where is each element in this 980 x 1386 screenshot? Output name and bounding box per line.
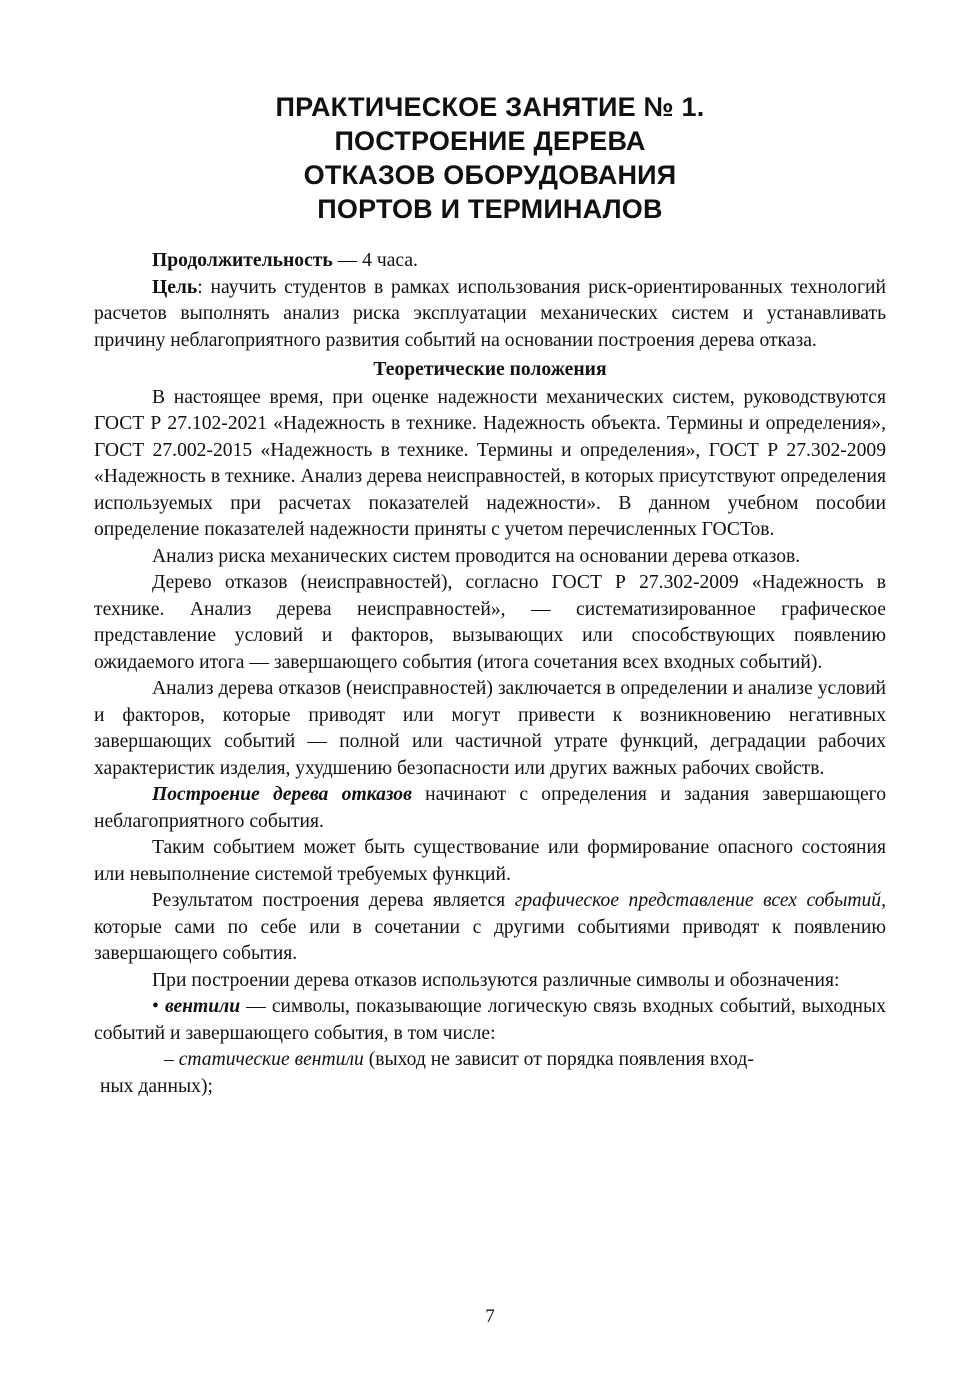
paragraph-7-italic: графическое представление всех событий, <box>514 890 886 911</box>
goal-paragraph <box>94 275 886 355</box>
paragraph-7-start: Результатом построения дерева является <box>152 890 515 911</box>
duration-label: Продолжительность <box>152 250 333 271</box>
paragraph-6: Таким событием может быть существование или формирование опасного состояния или невыполнение системой требуемых функций. <box>94 837 886 885</box>
paragraph-5-text: начинают с определения и задания завершающего неблагоприятного события. <box>94 784 887 832</box>
list-item-gates-text: — символы, показывающие логическую связь входных событий, выходных событий и завершающего события, в том числе: <box>94 996 886 1044</box>
document-page <box>94 0 886 1100</box>
paragraph-4: Анализ дерева отказов (неисправностей) заключается в определении и анализе условий и факторов, которые приводят или могут привести к возникновению негативных завершающих событий — полной или частичной утрате функций, деградации рабочих характеристик изделия, ухудшению безопасности или других важных рабочих свойств. <box>94 678 886 779</box>
title-line-4: ПОРТОВ И ТЕРМИНАЛОВ <box>317 194 663 224</box>
list-item-static-gates-text: (выход не зависит от порядка появления вход- <box>363 1049 754 1070</box>
document-body <box>94 248 886 1100</box>
paragraph-2: Анализ риска механических систем проводится на основании дерева отказов. <box>152 545 801 567</box>
bullet-icon: • <box>152 996 159 1017</box>
list-item-gates <box>94 994 886 1047</box>
list-item-static-gates-text-2: ных данных); <box>100 1075 213 1097</box>
paragraph-1: В настоящее время, при оценке надежности механических систем, руководствуются ГОСТ Р 27.102-2021 «Надежность в технике. Надежность объекта. Термины и определения», ГОСТ 27.002-2015 «Надежность в технике. Термины и определения», ГОСТ Р 27.302-2009 «Надежность в технике. Анализ дерева неисправностей, в которых присутствуют определения используемых при расчетах показателей надежности». В данном учебном пособии определение показателей надежности приняты с учетом перечисленных ГОСТов. <box>94 386 886 540</box>
paragraph-5-emphasis: Построение дерева отказов <box>152 784 412 805</box>
dash-icon: – <box>164 1049 174 1070</box>
paragraph-3: Дерево отказов (неисправностей), согласно ГОСТ Р 27.302-2009 «Надежность в технике. Анализ дерева неисправностей», — систематизированное графическое представление условий и факторов, вызывающих или способствующих появлению ожидаемого итога — завершающего события (итога сочетания всех входных событий). <box>94 572 886 673</box>
duration-paragraph <box>94 248 886 275</box>
title-line-2: ПОСТРОЕНИЕ ДЕРЕВА <box>334 126 646 156</box>
page-number: 7 <box>485 1306 495 1327</box>
section-heading: Теоретические положения <box>373 359 607 380</box>
paragraph-7-text: которые сами по себе или в сочетании с другими событиями приводят к появлению завершающего события. <box>94 916 886 964</box>
page-title <box>94 90 886 226</box>
goal-text: : научить студентов в рамках использования риск-ориентированных технологий расчетов выполнять анализ риска эксплуатации механических систем и устанавливать причину неблагоприятного развития событий на основании построения дерева отказа. <box>94 276 886 351</box>
list-item-gates-term: вентили <box>164 996 241 1017</box>
title-line-1: ПРАКТИЧЕСКОЕ ЗАНЯТИЕ № 1. <box>275 92 705 122</box>
duration-text: — 4 часа. <box>332 250 418 271</box>
list-item-static-gates <box>94 1047 886 1100</box>
paragraph-8: При построении дерева отказов используются различные символы и обозначения: <box>152 969 840 991</box>
paragraph-7 <box>94 888 886 968</box>
paragraph-5 <box>94 782 886 835</box>
title-line-3: ОТКАЗОВ ОБОРУДОВАНИЯ <box>303 160 677 190</box>
goal-label: Цель <box>152 276 198 298</box>
list-item-static-gates-term: статические вентили <box>178 1049 364 1070</box>
